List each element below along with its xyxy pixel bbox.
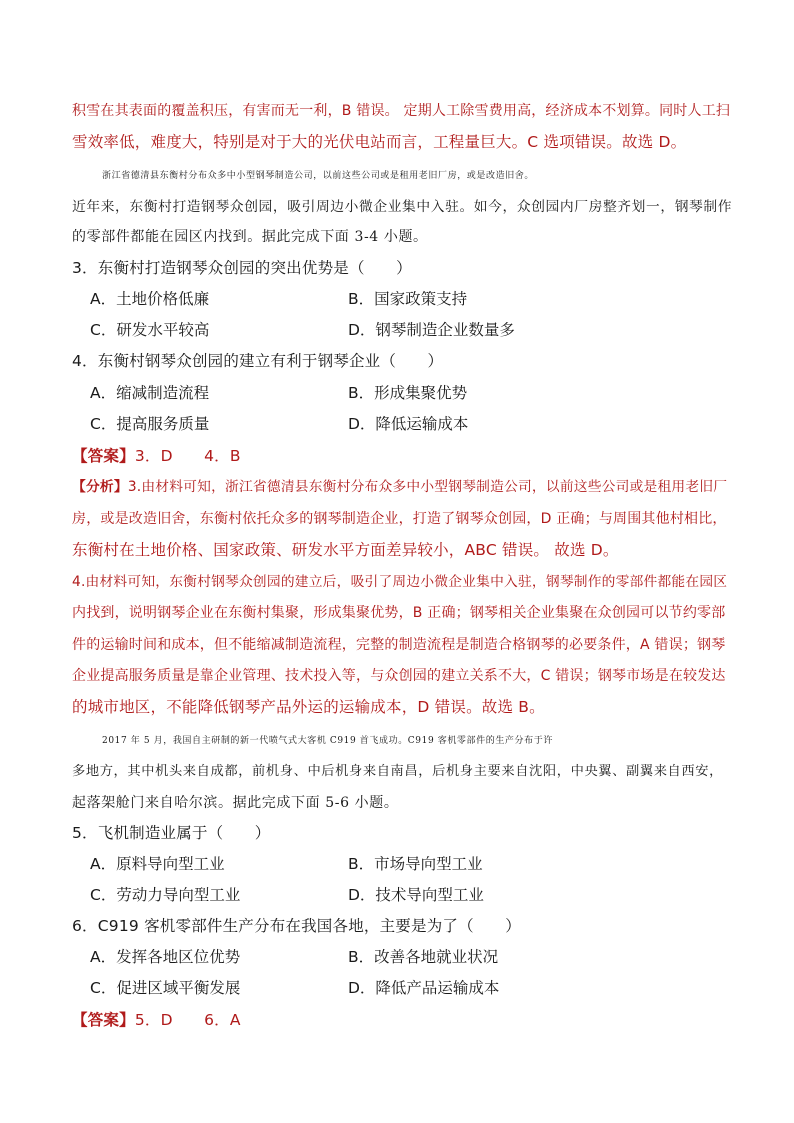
option-a: A．发挥各地区位优势 [90,948,241,966]
answer-line [72,1010,732,1030]
material-line: 起落架舱门来自哈尔滨。据此完成下面 5-6 小题。 [72,795,399,811]
question-stem: 4．东衡村钢琴众创园的建立有利于钢琴企业（ ） [72,352,444,370]
question-stem: 6．C919 客机零部件生产分布在我国各地，主要是为了（ ） [72,917,521,935]
option-c: C．提高服务质量 [90,415,210,433]
material-line: 2017 年 5 月，我国自主研制的新一代喷气式大客机 C919 首飞成功。C919 客机零部件的生产分布于许 [102,736,553,746]
option-c: C．促进区域平衡发展 [90,979,241,997]
answer-line [72,446,732,466]
analysis-line: 雪效率低，难度大，特别是对于大的光伏电站而言，工程量巨大。C 选项错误。故选 D。 [72,133,687,151]
answer-text: 5．D 6．A [134,1011,241,1029]
option-c: C．研发水平较高 [90,321,210,339]
material-line: 浙江省德清县东衡村分布众多中小型钢琴制造公司，以前这些公司或是租用老旧厂房，或是改造旧舍。 [102,171,535,181]
option-b: B．国家政策支持 [348,290,468,308]
analysis-line: 内找到，说明钢琴企业在东衡村集聚，形成集聚优势，B 正确；钢琴相关企业集聚在众创园可以节约零部 [72,605,726,621]
material-line: 多地方，其中机头来自成都，前机身、中后机身来自南昌，后机身主要来自沈阳，中央翼、副翼来自西安， [72,764,723,779]
option-d: D．技术导向型工业 [348,886,484,904]
option-a: A．原料导向型工业 [90,855,225,873]
analysis-text: 3.由材料可知，浙江省德清县东衡村分布众多中小型钢琴制造公司，以前这些公司或是租用老旧厂 [127,479,728,495]
option-d: D．降低产品运输成本 [348,979,500,997]
material-line: 近年来，东衡村打造钢琴众创园，吸引周边小微企业集中入驻。如今，众创园内厂房整齐划一，钢琴制作 [72,199,733,215]
analysis-line: 企业提高服务质量是靠企业管理、技术投入等，与众创园的建立关系不大，C 错误；钢琴市场是在较发达 [72,668,726,684]
answer-tag: 【答案】 [72,447,135,465]
option-b: B．市场导向型工业 [348,855,483,873]
analysis-line: 件的运输时间和成本，但不能缩减制造流程，完整的制造流程是制造合格钢琴的必要条件，A 错误；钢琴 [72,637,726,653]
analysis-line: 房，或是改造旧舍，东衡村依托众多的钢琴制造企业，打造了钢琴众创园，D 正确；与周围其他村相比， [72,511,727,527]
option-a: A．土地价格低廉 [90,290,210,308]
option-a: A．缩减制造流程 [90,384,210,402]
analysis-line: 的城市地区，不能降低钢琴产品外运的运输成本，D 错误。故选 B。 [72,698,545,716]
question-stem: 3．东衡村打造钢琴众创园的突出优势是（ ） [72,259,412,277]
option-b: B．改善各地就业状况 [348,948,499,966]
option-d: D．钢琴制造企业数量多 [348,321,515,339]
analysis-line [72,477,732,497]
analysis-line: 积雪在其表面的覆盖积压，有害而无一利，B 错误。 定期人工除雪费用高，经济成本不划算。同时人工扫 [72,103,731,119]
analysis-line: 4.由材料可知，东衡村钢琴众创园的建立后，吸引了周边小微企业集中入驻，钢琴制作的零部件都能在园区 [72,574,728,590]
option-b: B．形成集聚优势 [348,384,468,402]
question-stem: 5．飞机制造业属于（ ） [72,824,271,842]
material-line: 的零部件都能在园区内找到。据此完成下面 3-4 小题。 [72,229,428,245]
answer-tag: 【答案】 [72,1011,135,1029]
option-c: C．劳动力导向型工业 [90,886,241,904]
answer-text: 3．D 4．B [134,447,241,465]
analysis-line: 东衡村在土地价格、国家政策、研发水平方面差异较小，ABC 错误。 故选 D。 [72,541,619,559]
analysis-tag: 【分析】 [72,479,128,495]
option-d: D．降低运输成本 [348,415,469,433]
